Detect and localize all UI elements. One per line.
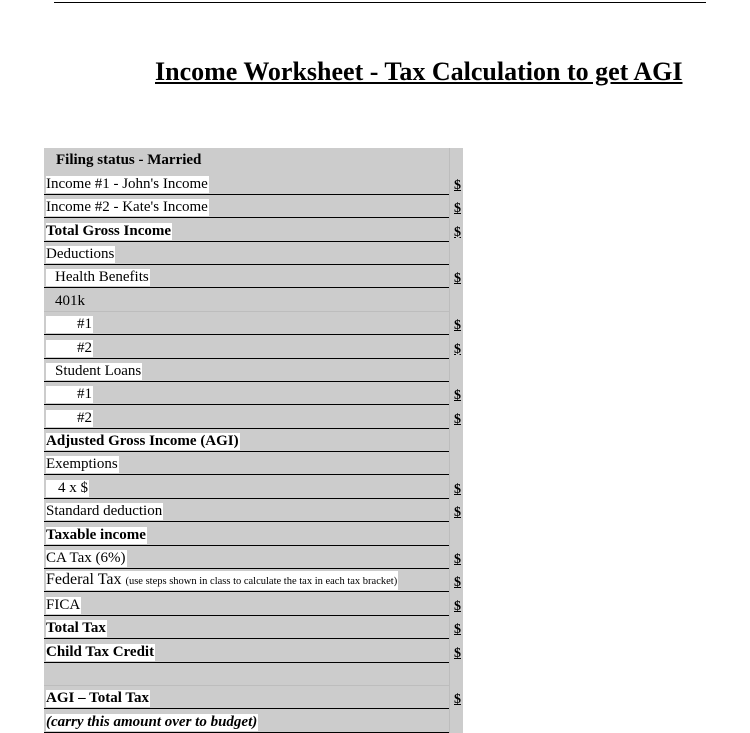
row-label-group <box>46 571 398 590</box>
worksheet-row-health-benefits <box>44 265 463 288</box>
dollar-field[interactable]: $ <box>454 201 461 217</box>
worksheet-row-standard-deduction <box>44 499 463 522</box>
row-label: Federal Tax <box>46 571 122 589</box>
dollar-field[interactable]: $ <box>454 388 461 404</box>
worksheet-row-federal-tax <box>44 569 463 592</box>
row-label: 4 x $ <box>46 480 89 497</box>
worksheet-row-child-tax-credit <box>44 639 463 662</box>
row-label: Income #1 - John's Income <box>46 175 208 192</box>
worksheet-row-agi <box>44 429 463 452</box>
worksheet-row-student-loan-1 <box>44 382 463 405</box>
row-label: Standard deduction <box>46 503 163 520</box>
top-rule <box>54 2 706 3</box>
income-worksheet <box>44 148 463 733</box>
dollar-field[interactable]: $ <box>454 318 461 334</box>
row-label: #2 <box>46 410 93 427</box>
worksheet-row-income-2 <box>44 195 463 218</box>
worksheet-row-income-1 <box>44 171 463 194</box>
row-label: CA Tax (6%) <box>46 550 126 567</box>
worksheet-row-deductions <box>44 242 463 265</box>
row-label: Student Loans <box>46 363 142 380</box>
filing-status-label: Filing status - Married <box>56 152 202 169</box>
dollar-field[interactable]: $ <box>454 505 461 521</box>
row-label: Taxable income <box>46 526 146 543</box>
dollar-field[interactable]: $ <box>454 552 461 568</box>
row-label: Exemptions <box>46 456 118 473</box>
worksheet-row-exemptions <box>44 452 463 475</box>
row-label: Total Tax <box>46 620 106 637</box>
dollar-field[interactable]: $ <box>454 645 461 661</box>
worksheet-row-student-loans <box>44 359 463 382</box>
dollar-field[interactable]: $ <box>454 224 461 240</box>
federal-tax-note: (use steps shown in class to calculate the tax in each tax bracket) <box>125 576 398 588</box>
row-label: #1 <box>46 316 93 333</box>
row-label: Total Gross Income <box>46 222 172 239</box>
row-label: AGI – Total Tax <box>46 690 149 707</box>
worksheet-row-401k-1 <box>44 312 463 335</box>
dollar-field[interactable]: $ <box>454 622 461 638</box>
worksheet-row-total-tax <box>44 616 463 639</box>
worksheet-row-taxable-income <box>44 522 463 545</box>
row-label: Health Benefits <box>46 269 150 286</box>
worksheet-row-agi-minus-total-tax <box>44 686 463 709</box>
dollar-field[interactable]: $ <box>454 177 461 193</box>
worksheet-row-fica <box>44 592 463 615</box>
row-label: #1 <box>46 386 93 403</box>
row-label: Child Tax Credit <box>46 643 155 660</box>
worksheet-row-student-loan-2 <box>44 405 463 428</box>
page-title: Income Worksheet - Tax Calculation to get AGI <box>155 57 683 86</box>
dollar-field[interactable]: $ <box>454 411 461 427</box>
dollar-field[interactable]: $ <box>454 341 461 357</box>
dollar-field[interactable]: $ <box>454 692 461 708</box>
row-label: FICA <box>46 596 81 613</box>
row-label: (carry this amount over to budget) <box>46 713 258 730</box>
dollar-field[interactable]: $ <box>454 598 461 614</box>
worksheet-row-exemption-count <box>44 475 463 498</box>
worksheet-row-ca-tax <box>44 546 463 569</box>
row-label: #2 <box>46 340 93 357</box>
row-label: Deductions <box>46 245 115 262</box>
row-label: Adjusted Gross Income (AGI) <box>46 433 239 450</box>
worksheet-row-blank <box>44 663 463 686</box>
worksheet-row-carry-over-note <box>44 709 463 732</box>
dollar-field[interactable]: $ <box>454 481 461 497</box>
worksheet-row-401k <box>44 288 463 311</box>
dollar-field[interactable]: $ <box>454 271 461 287</box>
filing-status-row <box>44 148 463 171</box>
row-label: 401k <box>55 292 85 309</box>
worksheet-row-total-gross-income <box>44 218 463 241</box>
dollar-field[interactable]: $ <box>454 575 461 591</box>
worksheet-row-401k-2 <box>44 335 463 358</box>
row-label: Income #2 - Kate's Income <box>46 199 208 216</box>
